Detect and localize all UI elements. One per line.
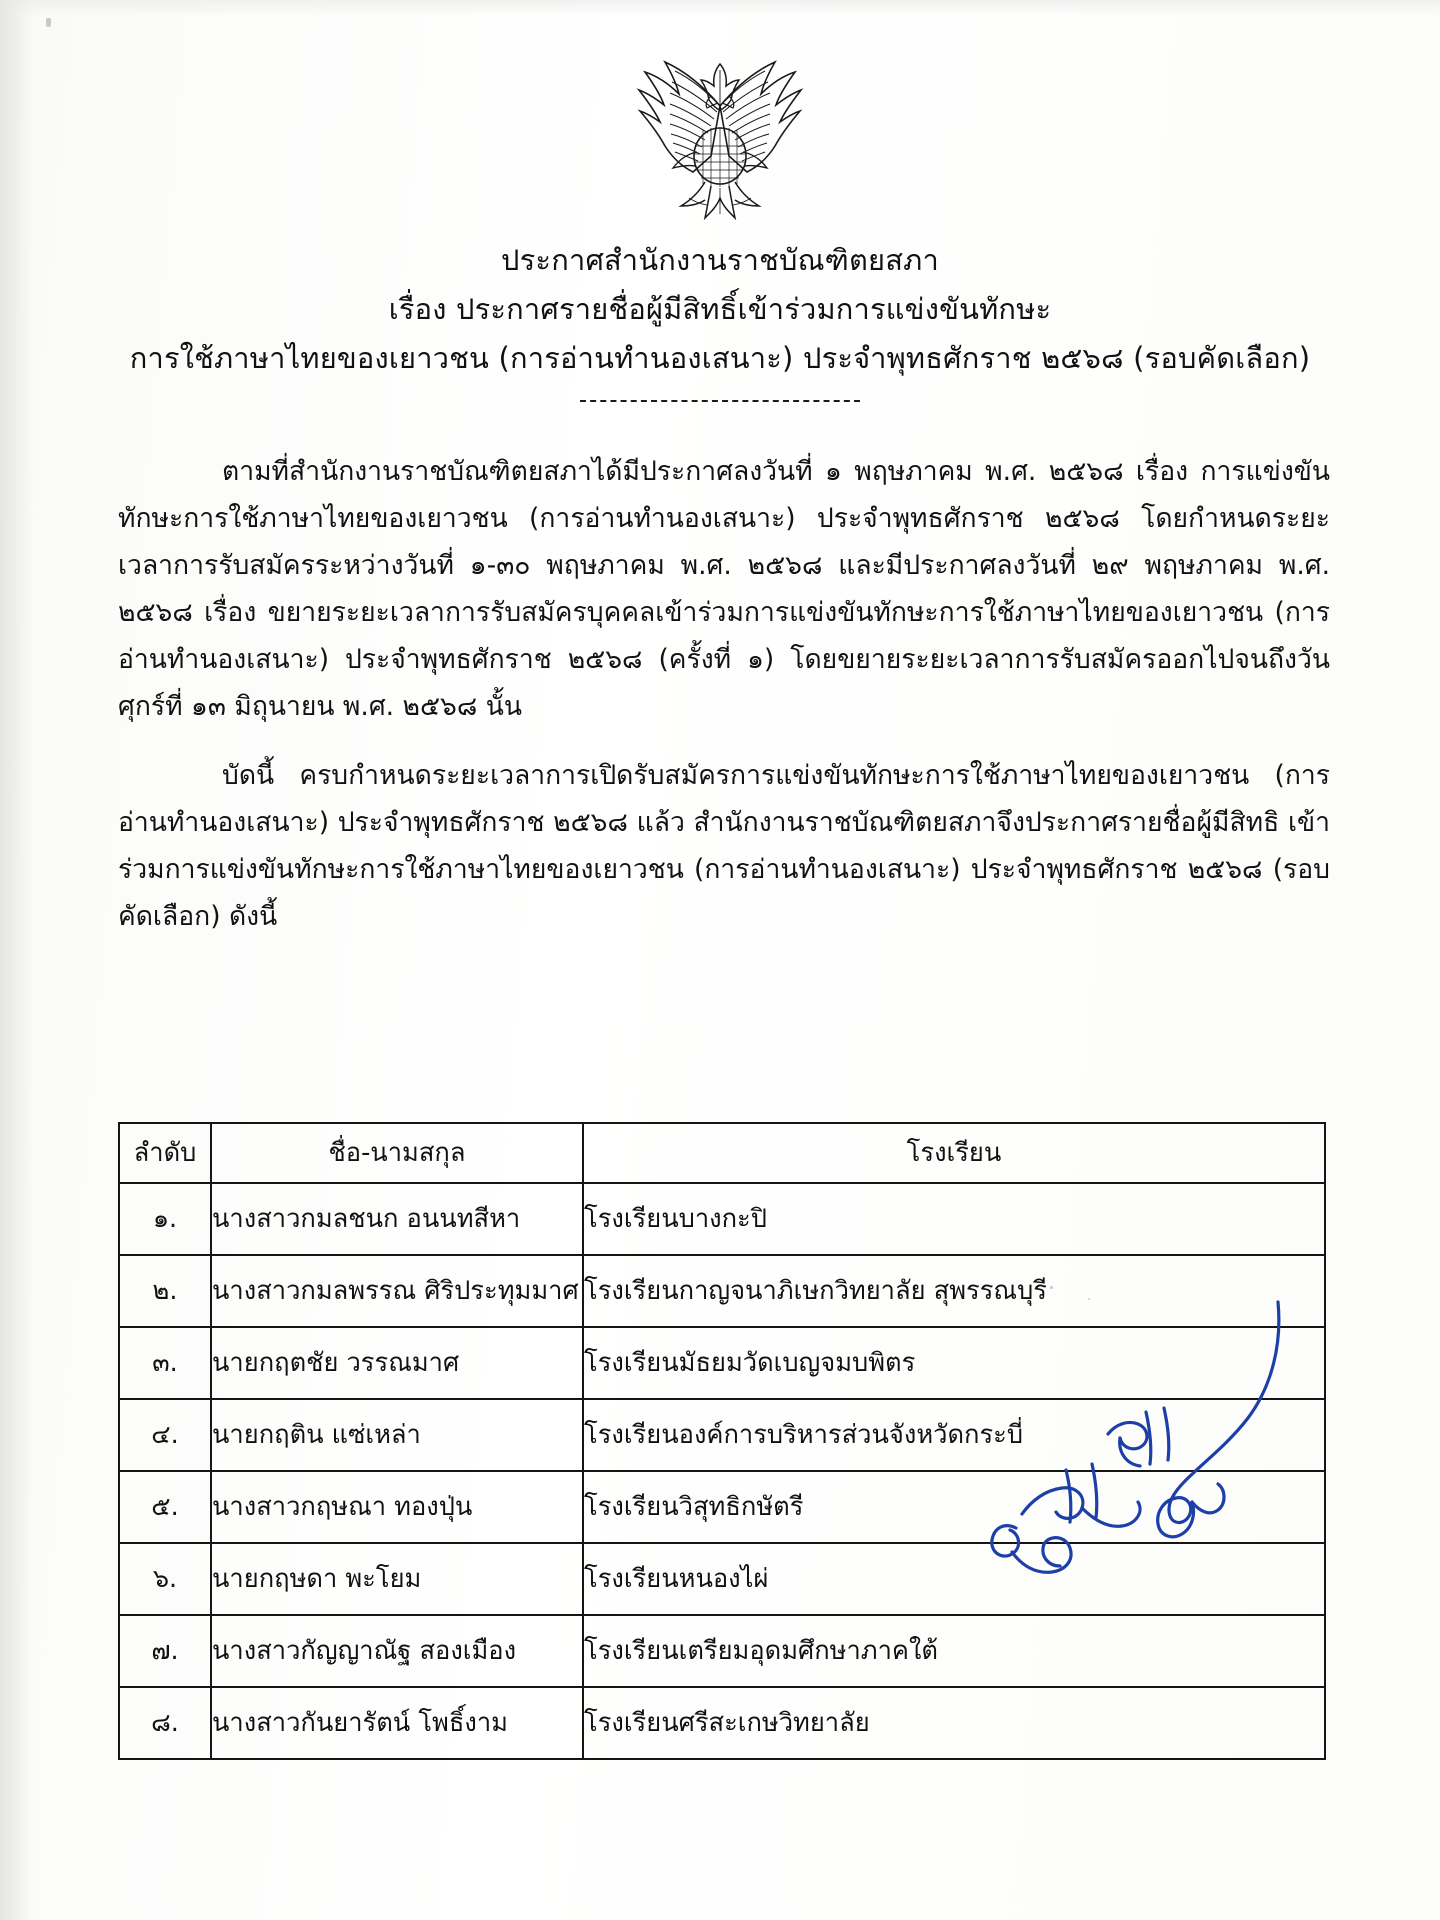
cell-no: ๕.: [119, 1471, 211, 1543]
cell-name: นางสาวกมลชนก อนนทสีหา: [211, 1183, 583, 1255]
paragraph-1: ตามที่สำนักงานราชบัณฑิตยสภาได้มีประกาศลงวันที่ ๑ พฤษภาคม พ.ศ. ๒๕๖๘ เรื่อง การแข่งขันทักษะการใช้ภาษาไทยของเยาวชน (การอ่านทำนองเสนาะ) ประจำพุทธศักราช ๒๕๖๘ โดยกำหนดระยะเวลาการรับสมัครระหว่างวันที่ ๑-๓๐ พฤษภาคม พ.ศ. ๒๕๖๘ และมีประกาศลงวันที่ ๒๙ พฤษภาคม พ.ศ. ๒๕๖๘ เรื่อง ขยายระยะเวลาการรับสมัครบุคคลเข้าร่วมการแข่งขันทักษะการใช้ภาษาไทยของเยาวชน (การอ่านทำนองเสนาะ) ประจำพุทธศักราช ๒๕๖๘ (ครั้งที่ ๑) โดยขยายระยะเวลาการรับสมัครออกไปจนถึงวันศุกร์ที่ ๑๓ มิถุนายน พ.ศ. ๒๕๖๘ นั้น: [118, 456, 1330, 722]
scan-speck: [46, 18, 51, 27]
document-title-block: [0, 236, 1440, 383]
table-row: [119, 1183, 1325, 1255]
title-line-3: การใช้ภาษาไทยของเยาวชน (การอ่านทำนองเสนาะ) ประจำพุทธศักราช ๒๕๖๘ (รอบคัดเลือก): [129, 341, 1311, 375]
table-row: [119, 1471, 1325, 1543]
cell-school: โรงเรียนหนองไผ่: [583, 1543, 1325, 1615]
cell-no: ๘.: [119, 1687, 211, 1759]
emblem-container: [0, 48, 1440, 226]
table-row: [119, 1615, 1325, 1687]
cell-no: ๔.: [119, 1399, 211, 1471]
cell-school: โรงเรียนศรีสะเกษวิทยาลัย: [583, 1687, 1325, 1759]
garuda-emblem: [625, 48, 815, 226]
cell-school: โรงเรียนองค์การบริหารส่วนจังหวัดกระบี่: [583, 1399, 1325, 1471]
participants-table-container: [118, 1122, 1324, 1760]
cell-no: ๗.: [119, 1615, 211, 1687]
cell-school: โรงเรียนมัธยมวัดเบญจมบพิตร: [583, 1327, 1325, 1399]
table-row: [119, 1399, 1325, 1471]
paragraph-2: บัดนี้ ครบกำหนดระยะเวลาการเปิดรับสมัครการแข่งขันทักษะการใช้ภาษาไทยของเยาวชน (การอ่านทำนองเสนาะ) ประจำพุทธศักราช ๒๕๖๘ แล้ว สำนักงานราชบัณฑิตยสภาจึงประกาศรายชื่อผู้มีสิทธิ เข้าร่วมการแข่งขันทักษะการใช้ภาษาไทยของเยาวชน (การอ่านทำนองเสนาะ) ประจำพุทธศักราช ๒๕๖๘ (รอบคัดเลือก) ดังนี้: [118, 760, 1330, 932]
table-body: [119, 1183, 1325, 1759]
cell-no: ๖.: [119, 1543, 211, 1615]
cell-school: โรงเรียนกาญจนาภิเษกวิทยาลัย สุพรรณบุรี: [583, 1255, 1325, 1327]
cell-name: นางสาวกมลพรรณ ศิริประทุมมาศ: [211, 1255, 583, 1327]
table-row: [119, 1327, 1325, 1399]
cell-no: ๒.: [119, 1255, 211, 1327]
dashed-divider: [580, 400, 860, 402]
cell-name: นายกฤตชัย วรรณมาศ: [211, 1327, 583, 1399]
column-header-no: ลำดับ: [119, 1123, 211, 1183]
table-row: [119, 1543, 1325, 1615]
title-line-1: ประกาศสำนักงานราชบัณฑิตยสภา: [501, 243, 939, 277]
cell-name: นายกฤษดา พะโยม: [211, 1543, 583, 1615]
cell-no: ๑.: [119, 1183, 211, 1255]
body-text: [118, 448, 1330, 940]
participants-table: [118, 1122, 1326, 1760]
divider-container: [0, 400, 1440, 402]
cell-name: นางสาวกันยารัตน์ โพธิ์งาม: [211, 1687, 583, 1759]
table-header-row: [119, 1123, 1325, 1183]
cell-school: โรงเรียนวิสุทธิกษัตรี: [583, 1471, 1325, 1543]
column-header-name: ชื่อ-นามสกุล: [211, 1123, 583, 1183]
cell-school: โรงเรียนเตรียมอุดมศึกษาภาคใต้: [583, 1615, 1325, 1687]
column-header-school: โรงเรียน: [583, 1123, 1325, 1183]
cell-name: นายกฤติน แซ่เหล่า: [211, 1399, 583, 1471]
cell-name: นางสาวกฤษณา ทองปุ่น: [211, 1471, 583, 1543]
cell-name: นางสาวกัญญาณัฐ สองเมือง: [211, 1615, 583, 1687]
table-row: [119, 1687, 1325, 1759]
table-row: [119, 1255, 1325, 1327]
cell-no: ๓.: [119, 1327, 211, 1399]
cell-school: โรงเรียนบางกะปิ: [583, 1183, 1325, 1255]
title-line-2: เรื่อง ประกาศรายชื่อผู้มีสิทธิ์เข้าร่วมการแข่งขันทักษะ: [388, 292, 1052, 326]
